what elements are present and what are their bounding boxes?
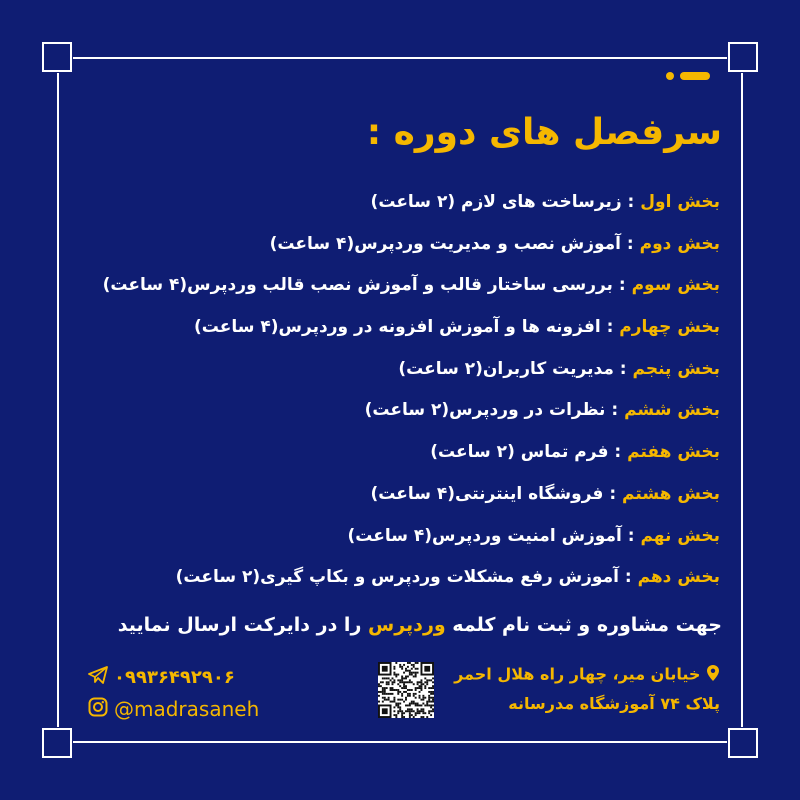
frame-top-line xyxy=(73,57,727,59)
item-label: بخش دهم xyxy=(637,567,720,588)
item-separator: : xyxy=(612,275,632,296)
frame-bottom-line xyxy=(73,741,727,743)
corner-bottom-left xyxy=(42,728,72,758)
corner-top-right xyxy=(728,42,758,72)
page-title: سرفصل های دوره : xyxy=(366,112,722,153)
instagram-icon xyxy=(88,697,108,722)
syllabus-list xyxy=(20,182,720,599)
list-item xyxy=(20,182,720,224)
telegram-icon xyxy=(88,666,108,689)
item-separator: : xyxy=(621,525,641,546)
item-separator: : xyxy=(613,358,633,379)
list-item xyxy=(20,516,720,558)
item-label: بخش هفتم xyxy=(627,442,720,463)
item-text: آموزش نصب و مدیریت وردپرس(۴ ساعت) xyxy=(269,233,622,254)
cta-keyword: وردپرس xyxy=(368,614,446,636)
item-label: بخش دوم xyxy=(639,233,720,254)
corner-top-left xyxy=(42,42,72,72)
list-item xyxy=(20,432,720,474)
item-text: آموزش امنیت وردپرس(۴ ساعت) xyxy=(347,525,622,546)
item-separator: : xyxy=(621,233,640,254)
list-item xyxy=(20,474,720,516)
phone-number: ۰۹۹۳۶۴۹۲۹۰۶ xyxy=(114,666,235,688)
list-item xyxy=(20,557,720,599)
address-line-1 xyxy=(454,664,720,686)
location-pin-icon xyxy=(706,664,720,686)
item-text: نظرات در وردپرس(۲ ساعت) xyxy=(364,400,606,421)
list-item xyxy=(20,349,720,391)
item-text: بررسی ساختار قالب و آموزش نصب قالب وردپرس(۴ ساعت) xyxy=(102,275,613,296)
item-label: بخش هشتم xyxy=(622,483,720,504)
item-label: بخش اول xyxy=(640,192,720,212)
item-text: آموزش رفع مشکلات وردپرس و بکاپ گیری(۲ ساعت) xyxy=(175,567,619,588)
item-label: بخش سوم xyxy=(631,275,720,296)
list-item xyxy=(20,224,720,266)
instagram-contact[interactable] xyxy=(88,694,259,724)
call-to-action xyxy=(118,614,722,636)
instagram-handle: @madrasaneh xyxy=(114,697,260,721)
accent-dot xyxy=(666,72,674,80)
item-label: بخش پنجم xyxy=(632,358,720,379)
item-separator: : xyxy=(618,567,638,588)
cta-text-after: را در دایرکت ارسال نمایید xyxy=(117,614,369,636)
corner-bottom-right xyxy=(728,728,758,758)
item-separator: : xyxy=(605,400,625,421)
accent-bar xyxy=(680,72,710,80)
item-text: افزونه ها و آموزش افزونه در وردپرس(۴ ساعت) xyxy=(193,317,601,338)
list-item xyxy=(20,390,720,432)
qr-code[interactable] xyxy=(378,662,434,718)
item-separator: : xyxy=(600,317,620,338)
frame-right-line xyxy=(741,73,743,727)
address-line-2: پلاک ۷۴ آموزشگاه مدرسانه xyxy=(508,694,720,713)
phone-contact[interactable] xyxy=(88,663,235,691)
cta-text-before: جهت مشاوره و ثبت نام کلمه xyxy=(445,614,722,636)
item-text: فروشگاه اینترنتی(۴ ساعت) xyxy=(370,483,604,504)
item-label: بخش ششم xyxy=(624,400,720,421)
item-separator: : xyxy=(621,192,641,212)
item-text: فرم تماس (۲ ساعت) xyxy=(430,442,609,463)
address-text-1: خیابان میر، چهار راه هلال احمر xyxy=(454,664,701,684)
item-label: بخش چهارم xyxy=(619,317,720,338)
list-item xyxy=(20,307,720,349)
item-separator: : xyxy=(608,442,628,463)
list-item xyxy=(20,265,720,307)
qr-code-graphic xyxy=(378,662,434,718)
item-label: بخش نهم xyxy=(640,525,720,546)
item-text: زیرساخت های لازم (۲ ساعت) xyxy=(370,192,622,212)
item-separator: : xyxy=(603,483,623,504)
item-text: مدیریت کاربران(۲ ساعت) xyxy=(398,358,614,379)
